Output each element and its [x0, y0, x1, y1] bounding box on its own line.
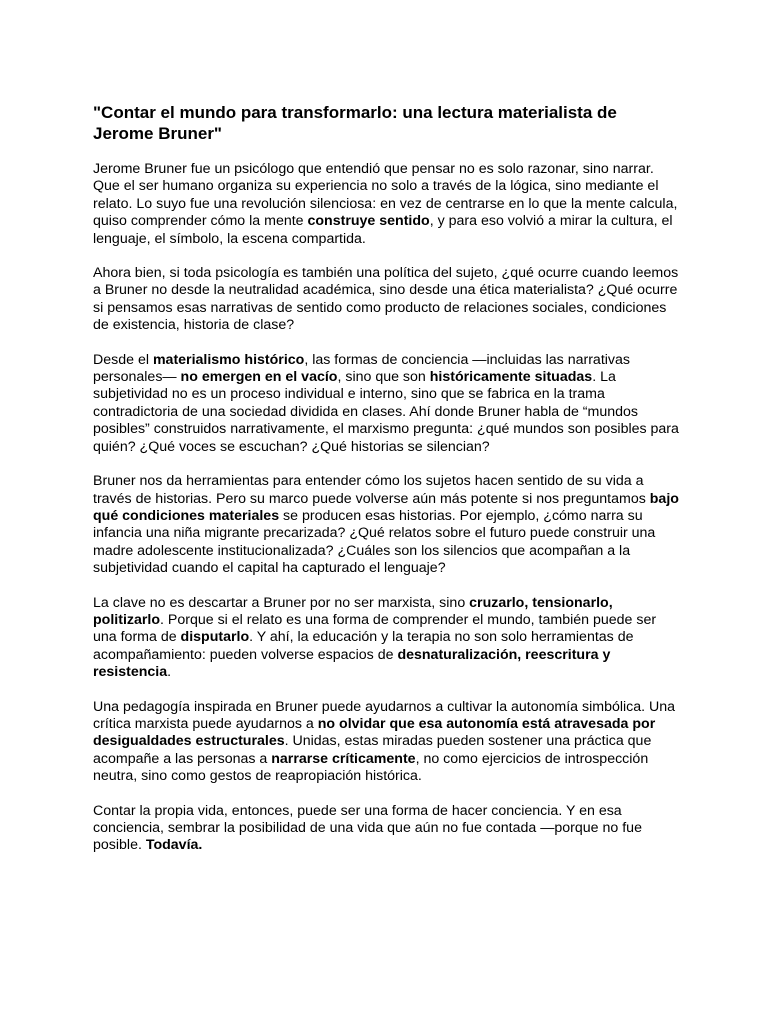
paragraph — [93, 595, 680, 682]
paragraph — [93, 473, 680, 577]
paragraph — [93, 699, 680, 786]
text-run: , no como ejercicios de introspección neutra, sino como gestos de reapropiación histórica. — [93, 750, 649, 785]
bold-text: construye sentido — [307, 213, 430, 230]
text-run: Contar la propia vida, entonces, puede ser una forma de hacer conciencia. Y en esa conciencia, sembrar la posibilidad de una vida que aún no fue contada —porque no fue posible. — [93, 802, 642, 854]
text-run: Bruner nos da herramientas para entender cómo los sujetos hacen sentido de su vida a través de historias. Pero su marco puede volverse aún más potente si nos preguntamos — [93, 473, 650, 507]
text-run: . Y ahí, la educación y la terapia no son solo herramientas de acompañamiento: pueden volverse espacios de — [93, 629, 634, 663]
paragraph — [93, 352, 680, 456]
text-run: se producen esas historias. Por ejemplo, ¿cómo narra su infancia una niña migrante precarizada? ¿Qué relatos sobre el futuro puede construir una madre adolescente institucionalizada? ¿Cuáles son los silencios que acompañan a la subjetividad cuando el capital ha capturado el lenguaje? — [93, 507, 656, 577]
bold-text: Todavía. — [145, 837, 203, 854]
text-run: . Porque si el relato es una forma de comprender el mundo, también puede ser una forma de — [93, 611, 657, 646]
paragraph — [93, 265, 680, 335]
bold-text: desnaturalización, reescritura y resistencia — [93, 646, 611, 681]
bold-text: disputarlo — [180, 629, 250, 646]
bold-text: cruzarlo, tensionarlo, politizarlo — [93, 594, 613, 628]
paragraph — [93, 803, 680, 855]
text-run: Desde el — [93, 351, 153, 368]
text-run: Ahora bien, si toda psicología es también una política del sujeto, ¿qué ocurre cuando leemos a Bruner no desde la neutralidad académica, sino desde una ética materialista? ¿Qué ocurre si pensamos esas narrativas de sentido como producto de relaciones sociales, condiciones de existencia, historia de clase? — [93, 265, 679, 334]
text-run: , las formas de conciencia —incluidas las narrativas personales— — [93, 351, 630, 386]
text-run: . — [167, 664, 172, 681]
text-run: , sino que son — [337, 369, 430, 386]
document-title: "Contar el mundo para transformarlo: una lectura materialista de Jerome Bruner" — [93, 103, 617, 143]
bold-text: no olvidar que esa autonomía está atravesada por desigualdades estructurales — [93, 715, 656, 750]
text-run: Jerome Bruner fue un psicólogo que entendió que pensar no es solo razonar, sino narrar. Que el ser humano organiza su experiencia no solo a través de la lógica, sino mediante el relato. Lo suyo fue una revolución silenciosa: en vez de centrarse en lo que la mente calcula, quiso comprender cómo la mente — [93, 161, 678, 230]
bold-text: narrarse críticamente — [271, 750, 416, 767]
bold-text: materialismo histórico — [152, 351, 305, 368]
bold-text: bajo qué condiciones materiales — [93, 490, 679, 524]
document-body — [93, 161, 680, 855]
paragraph — [93, 161, 680, 248]
bold-text: históricamente situadas — [429, 369, 593, 386]
text-run: La clave no es descartar a Bruner por no ser marxista, sino — [93, 594, 470, 611]
text-run: Una pedagogía inspirada en Bruner puede ayudarnos a cultivar la autonomía simbólica. Una crítica marxista puede ayudarnos a — [93, 698, 676, 732]
text-run: . Unidas, estas miradas pueden sostener una práctica que acompañe a las personas a — [93, 733, 652, 767]
text-run: . La subjetividad no es un proceso individual e interno, sino que se fabrica en la trama contradictoria de una sociedad dividida en clases. Ahí donde Bruner habla de “mundos posibles” construidos narrativamente, el marxismo pregunta: ¿qué mundos son posibles para quién? ¿Qué voces se escuchan? ¿Qué historias se silencian? — [93, 369, 679, 455]
text-run: , y para eso volvió a mirar la cultura, el lenguaje, el símbolo, la escena compartida. — [93, 213, 673, 247]
bold-text: no emergen en el vacío — [180, 369, 338, 386]
